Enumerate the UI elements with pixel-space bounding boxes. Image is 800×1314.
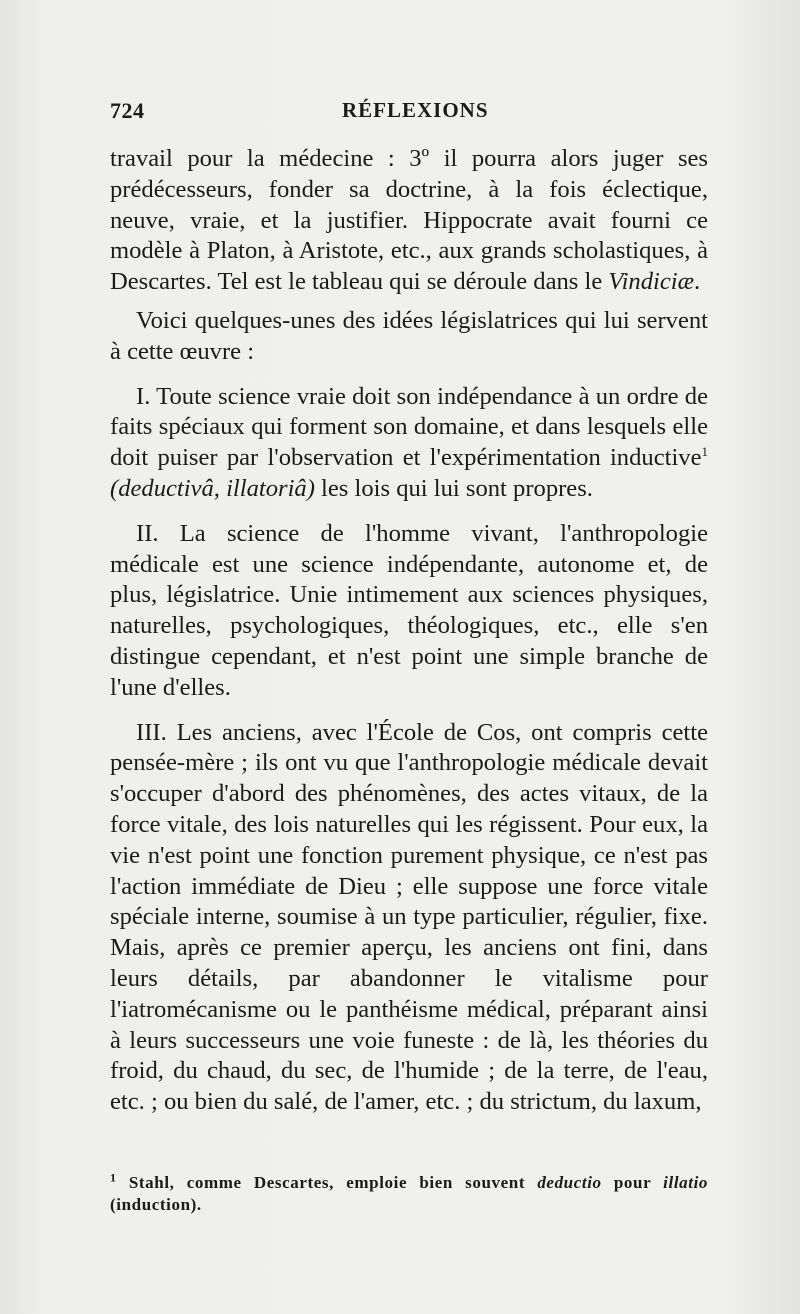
footnote-italic: illatio: [663, 1173, 708, 1192]
page-header: [110, 98, 708, 134]
paragraph-text: I. Toute science vraie doit son indépendance à un ordre de faits spéciaux qui forment son domaine, et dans lesquels elle doit puiser par l'observation et l'expérimentation inductive: [110, 382, 708, 472]
footnote: [110, 1172, 708, 1216]
principle-ii: II. La science de l'homme vivant, l'anthropologie médicale est une science indépendante, autonome et, de plus, législatrice. Unie intimement aux sciences physiques, naturelles, psychologiques, théologiques, etc., elle s'en distingue cependant, et n'est point une simple branche de l'une d'elles.: [110, 519, 708, 701]
paragraph-intro: Voici quelques-unes des idées législatrices qui lui servent à cette œuvre :: [110, 306, 708, 365]
footnote-number: 1: [110, 1170, 117, 1185]
footnote-text: (induction).: [110, 1195, 202, 1214]
main-text: [110, 144, 708, 1118]
paragraph-text: .: [694, 268, 701, 296]
footnote-text: Stahl, comme Descartes, emploie bien souvent: [116, 1173, 538, 1192]
italic-phrase: (deductivâ, illatoriâ): [110, 474, 315, 502]
footnote-text: pour: [601, 1173, 664, 1192]
principle-i: [110, 382, 708, 505]
footnote-italic: deductio: [537, 1173, 602, 1192]
paragraph-text: travail pour la médecine : 3º il pourra alors juger ses prédécesseurs, fonder sa doctrine, à la fois éclectique, neuve, vraie, et la justifier. Hippocrate avait fourni ce modèle à Platon, à Aristote, etc., aux grands scholastiques, à Descartes. Tel est le tableau qui se déroule dans le: [110, 145, 708, 296]
paragraph-text: les lois qui lui sont propres.: [314, 474, 593, 502]
footnote-reference: 1: [701, 443, 708, 459]
paragraph-continuation: [110, 144, 708, 298]
page-number: 724: [110, 98, 145, 123]
running-head: RÉFLEXIONS: [342, 98, 489, 122]
principle-iii: III. Les anciens, avec l'École de Cos, ont compris cette pensée-mère ; ils ont vu que l'anthropologie médicale devait s'occuper d'abord des phénomènes, des actes vitaux, de la force vitale, des lois naturelles qui les régissent. Pour eux, la vie n'est point une fonction purement physique, ce n'est pas l'action immédiate de Dieu ; elle suppose une force vitale spéciale interne, soumise à un type particulier, régulier, fixe. Mais, après ce premier aperçu, les anciens ont fini, dans leurs détails, par abandonner le vitalisme pour l'iatromécanisme ou le panthéisme médical, préparant ainsi à leurs successeurs une voie funeste : de là, les théories du froid, du chaud, du sec, de l'humide ; de la terre, de l'eau, etc. ; ou bien du salé, de l'amer, etc. ; du strictum, du laxum,: [110, 718, 708, 1116]
italic-title: Vindiciæ: [608, 268, 695, 296]
